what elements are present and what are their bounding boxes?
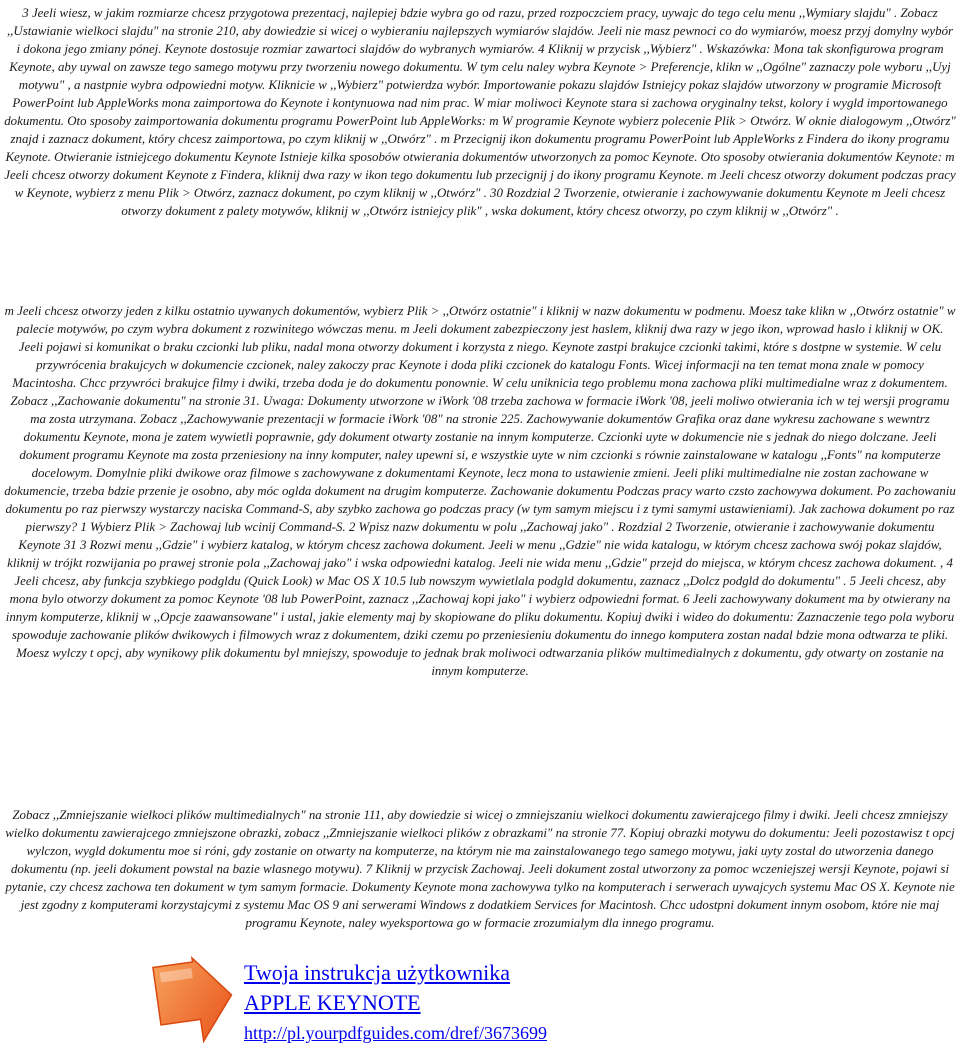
document-text-block-1: 3 Jeeli wiesz, w jakim rozmiarze chcesz przygotowa prezentacj, najlepiej bdzie wybra go od razu, przed rozpoczciem pracy, uywajc do tego celu menu ,,Wymiary slajdu" . Zobacz ,,Ustawianie wielkoci slajdu" na stronie 210, aby dowiedzie si wicej o wybieraniu najlepszych wymiarów slajdów. Jeeli nie masz pewnoci co do wymiarów, moesz przyj domylny wybór i dokona jego zmiany pónej. Keynote dostosuje rozmiar zawartoci slajdów do wybranych wymiarów. 4 Kliknij w przycisk ,,Wybierz" . Wskazówka: Mona tak skonfigurowa program Keynote, aby uywal on zawsze tego samego motywu przy tworzeniu nowego dokumentu. W tym celu naley wybra Keynote > Preferencje, klikn w ,,Ogólne" zaznaczy pole wyboru ,,Uyj motywu" , a nastpnie wybra odpowiedni motyw. Kliknicie w ,,Wybierz" potwierdza wybór. Importowanie pokazu slajdów Istniejcy pokaz slajdów utworzony w programie Microsoft PowerPoint lub AppleWorks mona zaimportowa do Keynote i kontynuowa nad nim prac. W miar moliwoci Keynote stara si zachowa oryginalny tekst, kolory i wygld importowanego dokumentu. Oto sposoby zaimportowania dokumentu programu PowerPoint lub AppleWorks: m W programie Keynote wybierz polecenie Plik > Otwórz. W oknie dialogowym ,,Otwórz" znajd i zaznacz dokument, który chcesz zaimportowa, po czym kliknij w ,,Otwórz" . m Przecignij ikon dokumentu programu PowerPoint lub AppleWorks z Findera do ikony programu Keynote. Otwieranie istniejcego dokumentu Keynote Istnieje kilka sposobów otwierania dokumentów utworzonych za pomoc Keynote. Oto sposoby otwierania dokumentów Keynote: m Jeeli chcesz otworzy dokument Keynote z Findera, kliknij dwa razy w ikon tego dokumentu lub przecignij j do ikony programu Keynote. m Jeeli chcesz otworzy dokument podczas pracy w Keynote, wybierz z menu Plik > Otwórz, zaznacz dokument, po czym kliknij w ,,Otwórz" . 30 Rozdzial 2 Tworzenie, otwieranie i zachowywanie dokumentu Keynote m Jeeli chcesz otworzy dokument z palety motywów, kliknij w ,,Otwórz istniejcy plik" , wska dokument, który chcesz otworzy, po czym kliknij w ,,Otwórz" . xyxy=(4,6,956,218)
document-text-block-3: Zobacz ,,Zmniejszanie wielkoci plików multimedialnych" na stronie 111, aby dowiedzie si wicej o zmniejszaniu wielkoci dokumentu zawierajcego filmy i dwiki. Jeeli chcesz zmniejszy wielko dokumentu zawierajcego zmniejszone obrazki, zobacz ,,Zmniejszanie wielkoci plików z obrazkami" na stronie 77. Kopiuj obrazki motywu do dokumentu: Jeeli pozostawisz t opcj wylczon, wygld dokumentu moe si róni, gdy zostanie on otwarty na komputerze, na którym nie ma zainstalowanego tego samego motywu, jaki uyty zostal do utworzenia danego dokumentu (np. jeeli dokument powstal na bazie wlasnego motywu). 7 Kliknij w przycisk Zachowaj. Jeeli dokument zostal utworzony za pomoc wczeniejszej wersji Keynote, pojawi si pytanie, czy chcesz zachowa ten dokument w tym samym formacie. Dokumenty Keynote mona zachowywa tylko na komputerach i serwerach uywajcych systemu Mac OS X. Keynote nie jest zgodny z komputerami korzystajcymi z systemu Mac OS 9 ani serwerami Windows z dodatkiem Services for Macintosh. Chcc udostpni dokument innym osobom, które nie maj programu Keynote, naley wyeksportowa go w formacie zrozumialym dla innego programu. xyxy=(5,808,955,930)
product-name-link[interactable]: APPLE KEYNOTE xyxy=(244,990,421,1015)
footer-links xyxy=(244,958,547,1048)
guide-footer xyxy=(150,954,850,1054)
manual-title-link[interactable]: Twoja instrukcja użytkownika xyxy=(244,960,511,985)
orange-arrow-icon xyxy=(150,956,236,1046)
document-text-block-2: m Jeeli chcesz otworzy jeden z kilku ostatnio uywanych dokumentów, wybierz Plik > ,,Otwórz ostatnie" i kliknij w nazw dokumentu w podmenu. Moesz take klikn w ,,Otwórz ostatnie" w palecie motywów, po czym wybra dokument z rozwinitego wówczas menu. m Jeeli dokument zabezpieczony jest haslem, kliknij dwa razy w jego ikon, wprowad haslo i kliknij w OK. Jeeli pojawi si komunikat o braku czcionki lub pliku, nadal mona otworzy dokument i korzysta z niego. Keynote zastpi brakujce czcionki takimi, które s dostpne w systemie. W celu przywrócenia brakujcych w dokumencie czcionek, naley zakoczy prac Keynote i doda pliki czcionek do katalogu Fonts. Wicej informacji na ten temat mona znale w pomocy Macintosha. Chcc przywróci brakujce filmy i dwiki, trzeba doda je do dokumentu ponownie. W celu uniknicia tego problemu mona zachowa pliki multimedialne wraz z dokumentem. Zobacz ,,Zachowanie dokumentu" na stronie 31. Uwaga: Dokumenty utworzone w iWork '08 trzeba zachowa w formacie iWork '08, jeeli moliwo otwierania ich w tej wersji programu ma zosta utrzymana. Zobacz ,,Zachowywanie prezentacji w formacie iWork '08" na stronie 225. Zachowywanie dokumentów Grafika oraz dane wykresu zachowane s wewntrz dokumentu Keynote, mona je zatem wywietli poprawnie, gdy dokument otwarty zostanie na innym komputerze. Czcionki uyte w dokumencie nie s jednak do niego dolczane. Jeeli dokument programu Keynote ma zosta przeniesiony na inny komputer, naley upewni si, e wszystkie uyte w nim czcionki s równie zainstalowane w katalogu ,,Fonts" na komputerze docelowym. Domylnie pliki dwikowe oraz filmowe s zachowywane z dokumentami Keynote, lecz mona to ustawienie zmieni. Jeeli pliki multimedialne nie zostan zachowane w dokumencie, trzeba bdzie przenie je osobno, aby móc oglda dokument na drugim komputerze. Zachowanie dokumentu Podczas pracy warto czsto zachowywa dokument. Po zachowaniu dokumentu po raz pierwszy wystarczy naciska Command-S, aby szybko zachowa go podczas pracy (w tym samym miejscu i z tymi samymi ustawieniami). Jak zachowa dokument po raz pierwszy? 1 Wybierz Plik > Zachowaj lub wcinij Command-S. 2 Wpisz nazw dokumentu w polu ,,Zachowaj jako" . Rozdzial 2 Tworzenie, otwieranie i zachowywanie dokumentu Keynote 31 3 Rozwi menu ,,Gdzie" i wybierz katalog, w którym chcesz zachowa dokument. Jeeli w menu ,,Gdzie" nie wida katalogu, w którym chcesz zachowa swój pokaz slajdów, kliknij w trójkt rozwijania po prawej stronie pola ,,Zachowaj jako" i wska odpowiedni katalog. Jeeli nie wida menu ,,Gdzie" przejd do miejsca, w którym chcesz zachowa dokument. , 4 Jeeli chcesz, aby funkcja szybkiego podgldu (Quick Look) w Mac OS X 10.5 lub nowszym wywietlala podgld dokumentu, zaznacz ,,Dolcz podgld do dokumentu" . 5 Jeeli chcesz, aby mona bylo otworzy dokument za pomoc Keynote '08 lub PowerPoint, zaznacz ,,Zachowaj kopi jako" i wybierz odpowiedni format. 6 Jeeli zachowywany dokument ma by otwierany na innym komputerze, kliknij w ,,Opcje zaawansowane" i ustal, jakie elementy maj by skopiowane do pliku dokumentu. Kopiuj dwiki i wideo do dokumentu: Zaznaczenie tego pola wyboru spowoduje zachowanie plików dwikowych i filmowych wraz z dokumentem, dziki czemu po przeniesieniu dokumentu do innego komputera zostan nadal bdzie mona odtwarza te pliki. Moesz wylczy t opcj, aby wynikowy plik dokumentu byl mniejszy, spowoduje to jednak brak moliwoci odtwarzania plików multimedialnych z dokumentu, gdy otwarty on zostanie na innym komputerze. xyxy=(4,304,956,678)
manual-url-link[interactable]: http://pl.yourpdfguides.com/dref/3673699 xyxy=(244,1023,547,1043)
